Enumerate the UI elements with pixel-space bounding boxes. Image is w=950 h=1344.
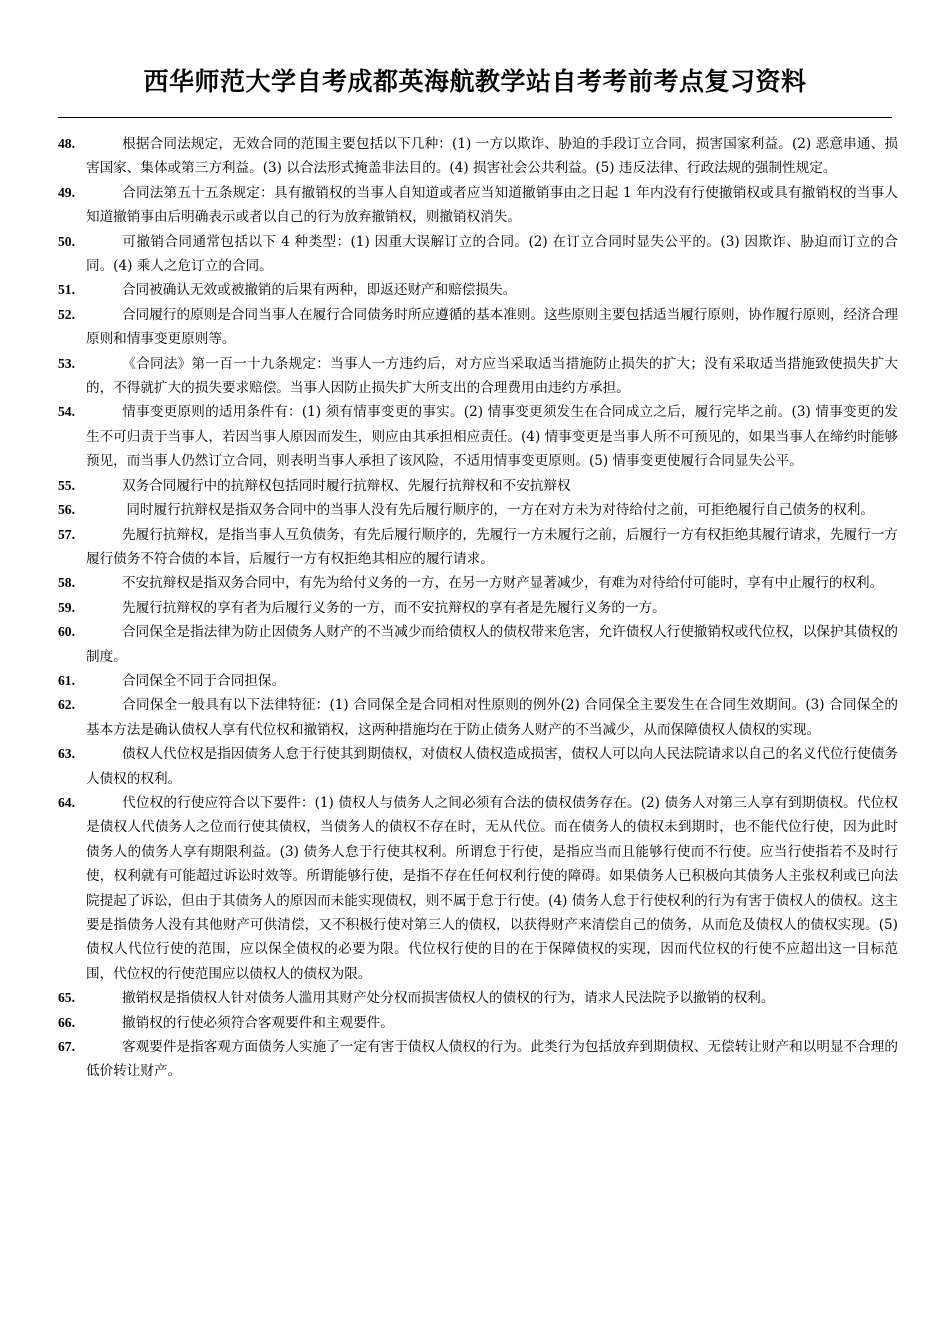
item-number: 55. (58, 477, 75, 493)
list-item (58, 571, 898, 595)
item-number: 59. (58, 599, 75, 615)
item-text: 撤销权是指债权人针对债务人滥用其财产处分权而损害债权人的债权的行为，请求人民法院予以撤销的权利。 (122, 990, 775, 1007)
item-number: 49. (58, 184, 75, 200)
list-item (58, 742, 898, 791)
item-text: 根据合同法规定，无效合同的范围主要包括以下几种：(1) 一方以欺诈、胁迫的手段订立合同，损害国家利益。(2) 恶意串通、损害国家、集体或第三方利益。(3) 以合法形式掩盖非法目的。(4) 损害社会公共利益。(5) 违反法律、行政法规的强制性规定。 (86, 136, 898, 177)
item-text: 客观要件是指客观方面债务人实施了一定有害于债权人债权的行为。此类行为包括放弃到期债权、无偿转让财产和以明显不合理的低价转让财产。 (86, 1039, 898, 1080)
item-text: 合同保全是指法律为防止因债务人财产的不当减少而给债权人的债权带来危害，允许债权人行使撤销权或代位权，以保护其债权的制度。 (86, 624, 898, 665)
item-text: 合同被确认无效或被撤销的后果有两种，即返还财产和赔偿损失。 (122, 282, 517, 299)
item-number: 50. (58, 233, 75, 249)
item-text: 合同法第五十五条规定：具有撤销权的当事人自知道或者应当知道撤销事由之日起 1 年内没有行使撤销权或具有撤销权的当事人知道撤销事由后明确表示或者以自己的行为放弃撤销权，则撤销权消失。 (86, 184, 898, 226)
item-text: 同时履行抗辩权是指双务合同中的当事人没有先后履行顺序的，一方在对方未为对待给付之前，可拒绝履行自己债务的权利。 (122, 502, 874, 519)
item-number: 54. (58, 404, 75, 420)
item-number: 67. (58, 1039, 75, 1055)
title-divider (58, 117, 892, 118)
item-text: 债权人代位权是指因债务人怠于行使其到期债权，对债权人债权造成损害，债权人可以向人民法院请求以自己的名义代位行使债务人债权的权利。 (86, 746, 898, 787)
item-text: 先履行抗辩权，是指当事人互负债务，有先后履行顺序的，先履行一方未履行之前，后履行一方有权拒绝其履行请求，先履行一方履行债务不符合债的本旨，后履行一方有权拒绝其相应的履行请求。 (86, 526, 898, 567)
item-text: 代位权的行使应符合以下要件：(1) 债权人与债务人之间必须有合法的债权债务存在。(2) 债务人对第三人享有到期债权。代位权是债权人代债务人之位而行使其债权，当债务人的债权不存在时，无从代位。而在债务人的债权未到期时，也不能代位行使，因为此时债务人的债务人享有期限利益。(3) 债务人怠于行使其权利。所谓怠于行使，是指应当而且能够行使而不行使。应当行使指若不及时行使，权利就有可能超过诉讼时效等。所谓能够行使，是指不存在任何权利行使的障碍。如果债务人已积极向其债务人主张权利或已向法院提起了诉讼，但由于其债务人的原因而未能实现债权，则不属于怠于行使。(4) 债务人怠于行使权利的行为有害于债权人的债权。这主要是指债务人没有其他财产可供清偿，又不积极行使对第三人的债权，以获得财产来清偿自己的债务，从而危及债权人的债权实现。(5) 债权人代位行使的范围，应以保全债权的必要为限。代位权行使的目的在于保障债权的实现，因而代位权的行使不应超出这一目标范围，代位权的行使范围应以债权人的债权为限。 (86, 794, 899, 982)
list-item (58, 278, 898, 302)
item-text: 先履行抗辩权的享有者为后履行义务的一方，而不安抗辩权的享有者是先履行义务的一方。 (122, 599, 666, 616)
list-item (58, 352, 898, 401)
list-item (58, 132, 898, 181)
page-title: 西华师范大学自考成都英海航教学站自考考前考点复习资料 (143, 67, 807, 96)
list-item (58, 693, 898, 742)
item-number: 58. (58, 575, 75, 591)
list-item (58, 986, 898, 1010)
item-number: 60. (58, 624, 75, 640)
list-item (58, 523, 898, 572)
item-text: 双务合同履行中的抗辩权包括同时履行抗辩权、先履行抗辩权和不安抗辩权 (122, 477, 571, 494)
item-text: 不安抗辩权是指双务合同中，有先为给付义务的一方，在另一方财产显著减少，有难为对待给付可能时，享有中止履行的权利。 (122, 575, 884, 592)
item-text: 合同保全一般具有以下法律特征：(1) 合同保全是合同相对性原则的例外(2) 合同保全主要发生在合同生效期间。(3) 合同保全的基本方法是确认债权人享有代位权和撤销权，这两种措施均在于防止债务人财产的不当减少，从而保障债权人债权的实现。 (86, 697, 898, 738)
item-text: 合同保全不同于合同担保。 (122, 672, 286, 689)
item-number: 64. (58, 794, 75, 810)
item-text: 《合同法》第一百一十九条规定：当事人一方违约后，对方应当采取适当措施防止损失的扩大；没有采取适当措施致使损失扩大的，不得就扩大的损失要求赔偿。当事人因防止损失扩大所支出的合理费用由违约方承担。 (86, 355, 898, 397)
item-number: 52. (58, 306, 75, 322)
list-item (58, 669, 898, 693)
list-item (58, 791, 898, 986)
item-number: 57. (58, 526, 75, 542)
item-number: 48. (58, 136, 75, 151)
list-item (58, 303, 898, 352)
item-number: 63. (58, 746, 75, 762)
item-number: 62. (58, 697, 75, 713)
list-item (58, 230, 898, 279)
item-number: 66. (58, 1014, 75, 1030)
item-number: 53. (58, 355, 75, 371)
list-item (58, 620, 898, 669)
item-number: 61. (58, 672, 75, 688)
item-text: 可撤销合同通常包括以下 4 种类型：(1) 因重大误解订立的合同。(2) 在订立合同时显失公平的。(3) 因欺诈、胁迫而订立的合同。(4) 乘人之危订立的合同。 (86, 233, 898, 275)
list-item (58, 1011, 898, 1035)
item-number: 65. (58, 990, 75, 1006)
list-item (58, 1035, 898, 1084)
item-text: 合同履行的原则是合同当事人在履行合同债务时所应遵循的基本准则。这些原则主要包括适当履行原则，协作履行原则，经济合理原则和情事变更原则等。 (86, 306, 898, 348)
item-text: 情事变更原则的适用条件有：(1) 须有情事变更的事实。(2) 情事变更须发生在合同成立之后，履行完毕之前。(3) 情事变更的发生不可归责于当事人，若因当事人原因而发生，则应由其承担相应责任。(4) 情事变更是当事人所不可预见的，如果当事人在缔约时能够预见，而当事人仍然订立合同，则表明当事人承担了该风险，不适用情事变更原则。(5) 情事变更使履行合同显失公平。 (86, 404, 899, 470)
list-item (58, 596, 898, 620)
list-item (58, 498, 898, 522)
list-item (58, 400, 898, 473)
item-number: 51. (58, 282, 75, 298)
list-item (58, 474, 898, 498)
item-list (58, 132, 898, 1084)
item-number: 56. (58, 502, 75, 518)
list-item (58, 181, 898, 230)
item-text: 撤销权的行使必须符合客观要件和主观要件。 (122, 1014, 394, 1031)
